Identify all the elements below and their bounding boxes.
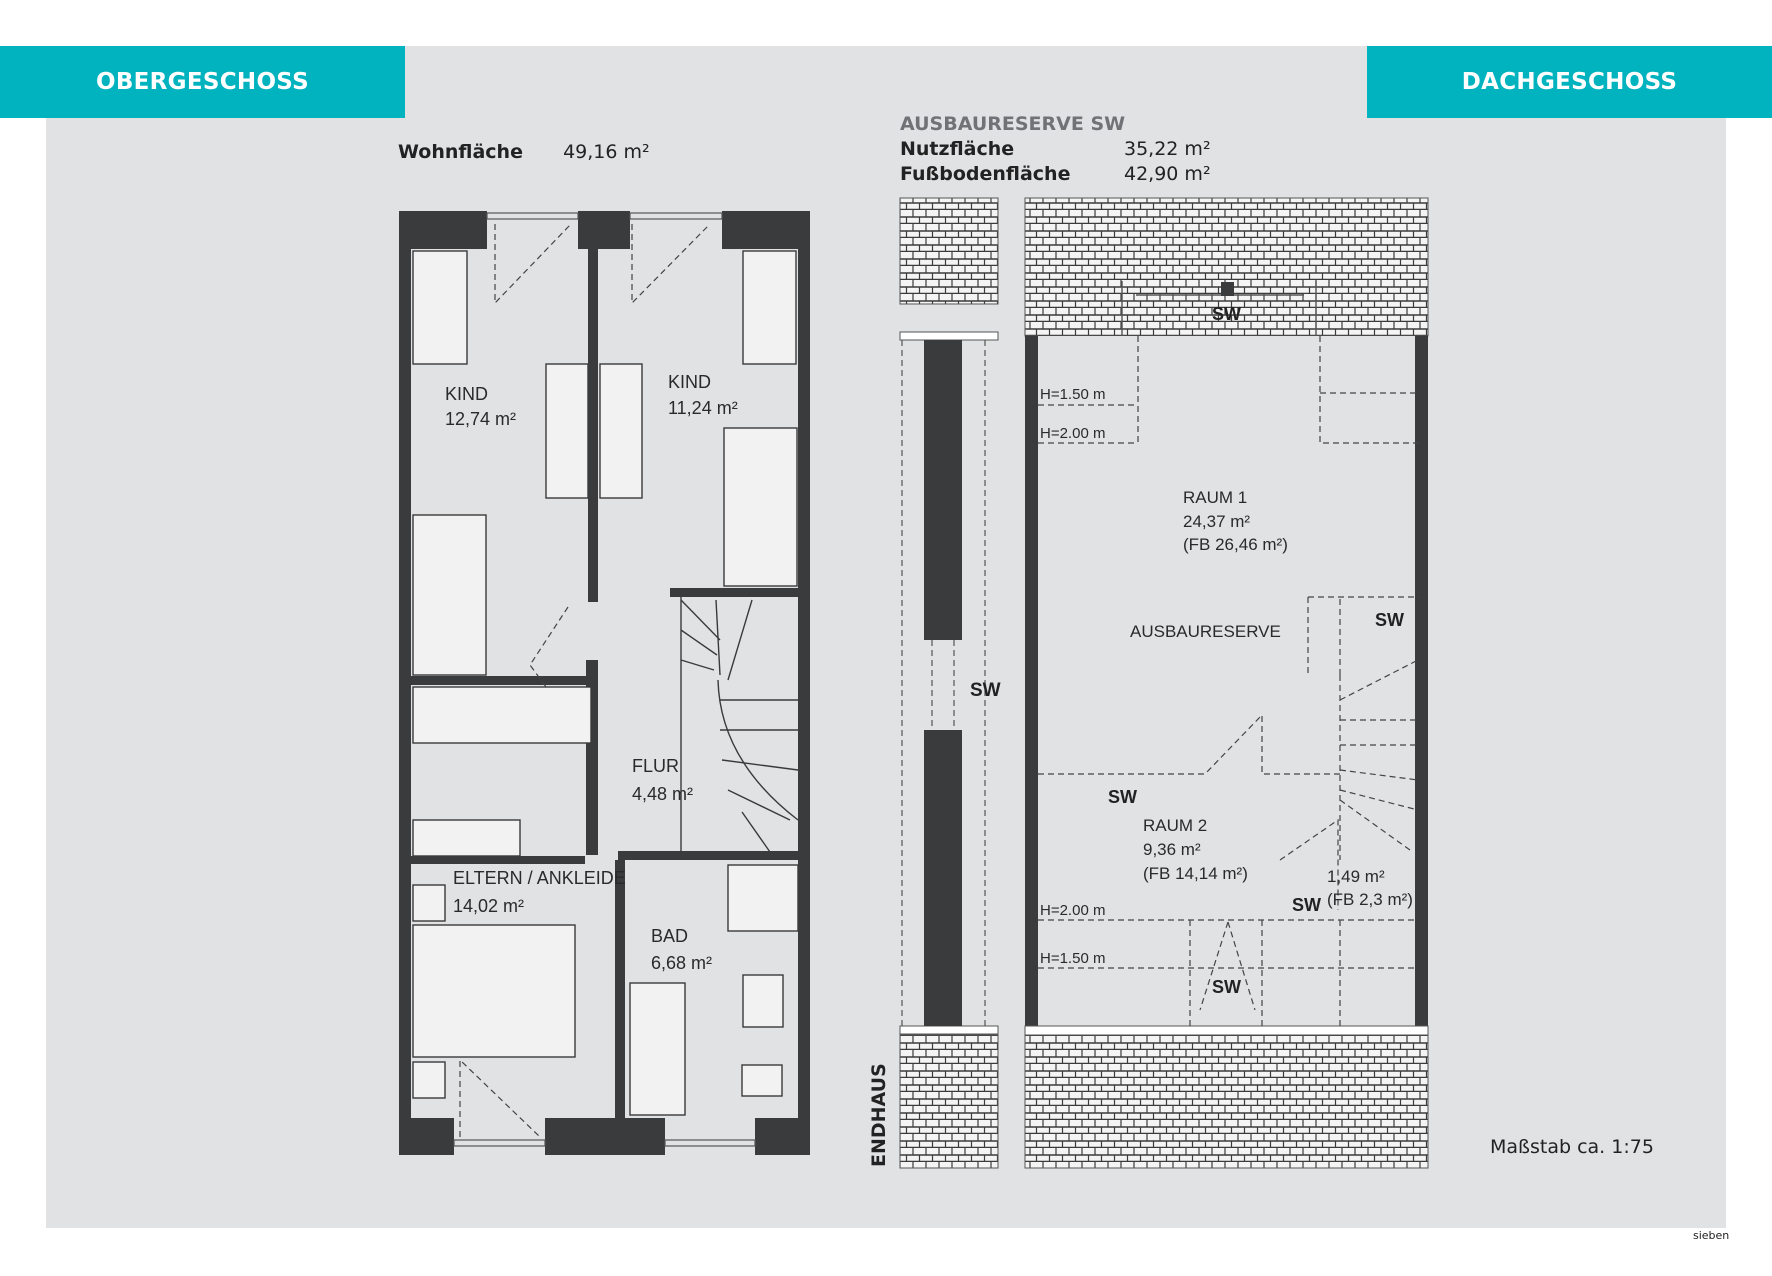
room-raum1-name: RAUM 1 <box>1183 488 1248 507</box>
room-raum2-fb: (FB 14,14 m²) <box>1143 864 1248 883</box>
room-small-area: 1,49 m² <box>1327 867 1385 886</box>
room-bad-area: 6,68 m² <box>651 953 713 973</box>
wohnflaeche-value: 49,16 m² <box>563 141 650 163</box>
attic-sw-top: SW <box>1212 304 1241 324</box>
endhaus-label: ENDHAUS <box>868 1063 890 1167</box>
attic-sw-lower: SW <box>1292 895 1321 915</box>
room-eltern-area: 14,02 m² <box>453 896 525 916</box>
floor-banner-obergeschoss: OBERGESCHOSS <box>0 46 405 118</box>
room-kind-left-name: KIND <box>445 384 489 404</box>
attic-h200-top: H=2.00 m <box>1040 425 1106 442</box>
fussbodenflaeche-label: Fußbodenfläche <box>900 163 1071 185</box>
page-number: sieben <box>1693 1229 1730 1242</box>
scale-note: Maßstab ca. 1:75 <box>1490 1136 1654 1158</box>
attic-h150-bottom: H=1.50 m <box>1040 950 1106 967</box>
room-bad-name: BAD <box>651 926 689 946</box>
room-raum1-fb: (FB 26,46 m²) <box>1183 535 1288 554</box>
room-flur-area: 4,48 m² <box>632 784 694 804</box>
room-raum2-area: 9,36 m² <box>1143 840 1201 859</box>
room-eltern-name: ELTERN / ANKLEIDE <box>453 868 626 888</box>
attic-reserve-label: AUSBAURESERVE <box>1130 622 1281 641</box>
upper-floor-plan <box>399 211 810 1155</box>
room-raum1-area: 24,37 m² <box>1183 512 1251 531</box>
room-kind-right-name: KIND <box>668 372 712 392</box>
attic-h200-bottom: H=2.00 m <box>1040 902 1106 919</box>
section-sw-label: SW <box>970 680 1001 701</box>
nutzflaeche-label: Nutzfläche <box>900 138 1015 160</box>
room-flur-name: FLUR <box>632 756 680 776</box>
attic-h150-top: H=1.50 m <box>1040 386 1106 403</box>
attic-sw-right: SW <box>1375 610 1404 630</box>
room-kind-left-area: 12,74 m² <box>445 409 517 429</box>
floor-banner-dachgeschoss: DACHGESCHOSS <box>1367 46 1772 118</box>
attic-sw-bottom: SW <box>1212 977 1241 997</box>
room-kind-right-area: 11,24 m² <box>668 398 738 418</box>
room-raum2-name: RAUM 2 <box>1143 816 1208 835</box>
fussbodenflaeche-value: 42,90 m² <box>1124 163 1211 185</box>
wohnflaeche-label: Wohnfläche <box>398 141 523 163</box>
attic-sw-left: SW <box>1108 787 1137 807</box>
nutzflaeche-value: 35,22 m² <box>1124 138 1211 160</box>
attic-plan <box>1025 198 1428 1168</box>
section-endhaus <box>900 198 1001 1168</box>
reserve-title: AUSBAURESERVE SW <box>900 113 1126 135</box>
room-small-fb: (FB 2,3 m²) <box>1327 890 1413 909</box>
